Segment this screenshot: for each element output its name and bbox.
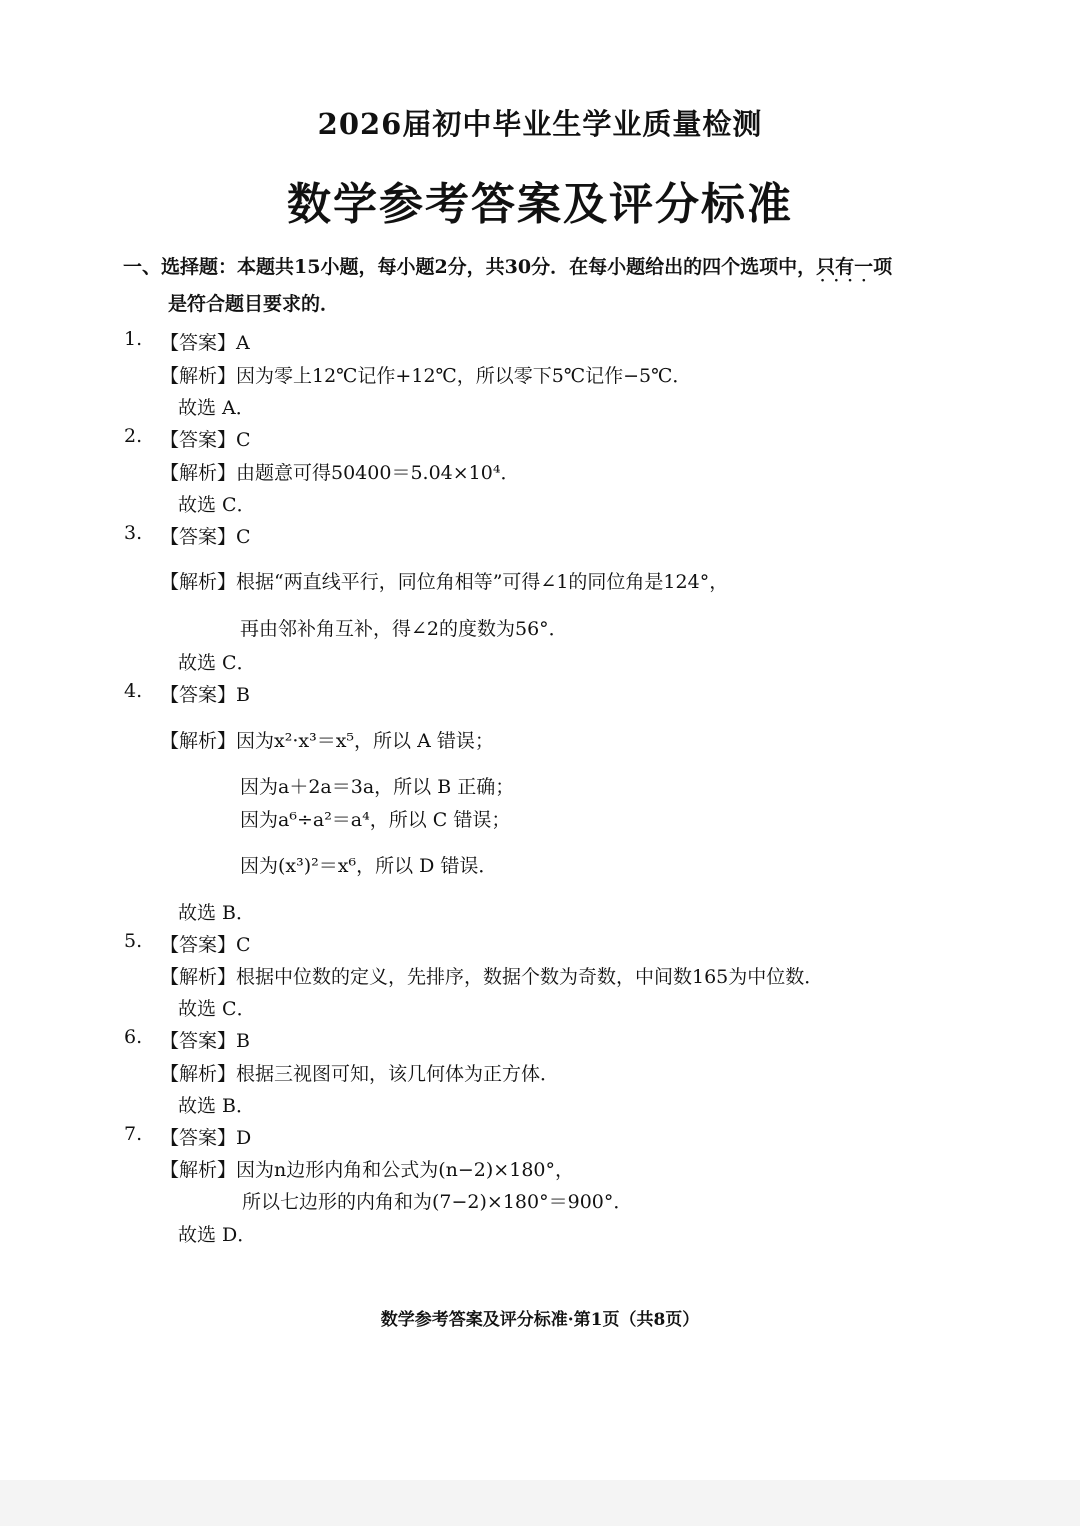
analysis-line: 【解析】根据三视图可知，该几何体为正方体． <box>160 1063 560 1085</box>
document-title: 数学参考答案及评分标准 <box>287 179 793 230</box>
analysis-line: 再由邻补角互补，得∠2的度数为56°． <box>240 618 568 640</box>
answer-label: 【答案】C <box>160 934 251 956</box>
section-emphasis: 只有一项 · · · · <box>816 256 892 278</box>
analysis-line: 因为(x³)²＝x⁶，所以 D 错误． <box>240 855 498 877</box>
answer-label: 【答案】C <box>160 429 251 451</box>
analysis-line: 【解析】根据“两直线平行，同位角相等”可得∠1的同位角是124°， <box>160 571 729 593</box>
conclusion-line: 故选 C． <box>178 652 256 674</box>
question-number: 7. <box>124 1123 143 1145</box>
answer-label: 【答案】B <box>160 684 250 706</box>
question-number: 5. <box>124 930 143 952</box>
page-footer: 数学参考答案及评分标准·第1页（共8页） <box>380 1310 700 1330</box>
question-number: 6. <box>124 1026 143 1048</box>
analysis-line: 【解析】因为零上12℃记作+12℃，所以零下5℃记作−5℃． <box>160 365 692 387</box>
conclusion-line: 故选 A． <box>178 397 255 419</box>
analysis-line: 【解析】由题意可得50400＝5.04×10⁴． <box>160 462 520 484</box>
question-number: 1. <box>124 328 143 350</box>
exam-title: 2026届初中毕业生学业质量检测 <box>317 107 763 141</box>
analysis-line: 因为a＋2a＝3a，所以 B 正确； <box>240 776 515 798</box>
answer-label: 【答案】C <box>160 526 251 548</box>
bottom-strip <box>0 1480 1080 1526</box>
answer-label: 【答案】D <box>160 1127 252 1149</box>
question-number: 4. <box>124 680 143 702</box>
analysis-line: 因为a⁶÷a²＝a⁴，所以 C 错误； <box>240 809 511 831</box>
conclusion-line: 故选 C． <box>178 998 256 1020</box>
answer-label: 【答案】A <box>160 332 250 354</box>
analysis-line: 【解析】因为n边形内角和公式为(n−2)×180°， <box>160 1159 574 1181</box>
answer-label: 【答案】B <box>160 1030 250 1052</box>
conclusion-line: 故选 B． <box>178 902 256 924</box>
analysis-line: 【解析】因为x²·x³＝x⁵，所以 A 错误； <box>160 730 494 752</box>
section-heading-text: 一、选择题：本题共15小题，每小题2分，共30分．在每小题给出的四个选项中， <box>123 256 817 278</box>
analysis-line: 【解析】根据中位数的定义，先排序，数据个数为奇数，中间数165为中位数． <box>160 966 824 988</box>
section-heading-line2: 是符合题目要求的． <box>168 293 340 315</box>
conclusion-line: 故选 B． <box>178 1095 256 1117</box>
section-heading <box>123 252 892 279</box>
conclusion-line: 故选 D． <box>178 1224 257 1246</box>
analysis-line: 所以七边形的内角和为(7−2)×180°＝900°． <box>242 1191 633 1213</box>
conclusion-line: 故选 C． <box>178 494 256 516</box>
question-number: 2. <box>124 425 143 447</box>
question-number: 3. <box>124 522 143 544</box>
